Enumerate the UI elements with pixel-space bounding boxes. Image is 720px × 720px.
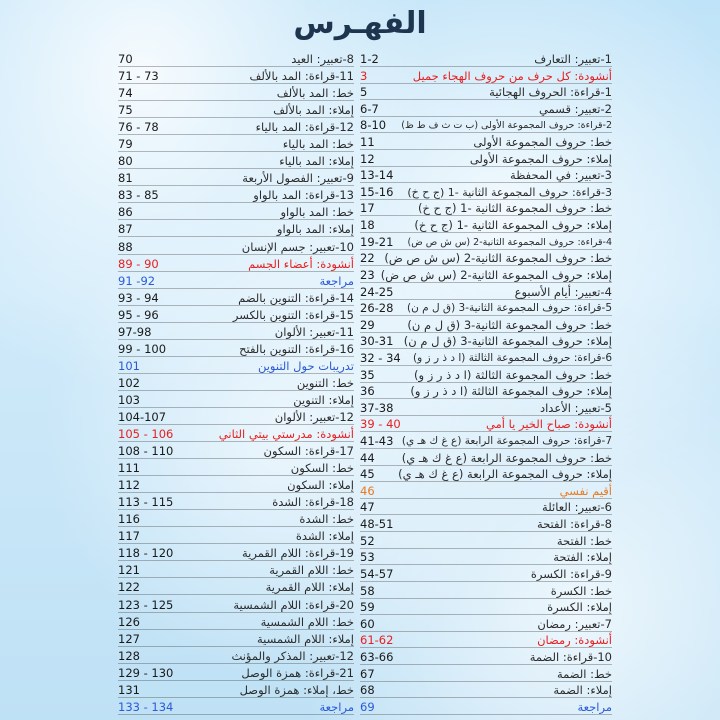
- toc-entry-pages: 23: [360, 267, 375, 282]
- toc-entry-pages: 88: [118, 239, 133, 254]
- toc-entry-pages: 129 - 130: [118, 665, 174, 680]
- toc-entry: [360, 535, 612, 549]
- toc-entry-title: إملاء: حروف المجموعة الرابعة (ع غ ك هـ ي): [398, 467, 612, 482]
- toc-entry-title: 6-تعبير: العائلة: [542, 500, 612, 515]
- toc-entry: [360, 335, 612, 349]
- toc-entry-title: خط: الشدة: [299, 512, 354, 527]
- toc-entry: [118, 172, 354, 186]
- toc-entry-pages: 103: [118, 392, 140, 407]
- toc-entry-pages: 26-28: [360, 301, 394, 316]
- toc-entry-pages: 89 - 90: [118, 256, 159, 271]
- toc-entry-title: خط: التنوين: [296, 375, 354, 390]
- toc-entry: [118, 360, 354, 374]
- toc-entry: [360, 236, 612, 250]
- toc-entry-pages: 47: [360, 500, 375, 515]
- toc-entry: [118, 701, 354, 715]
- toc-entry: [360, 585, 612, 599]
- toc-entry-title: 1-قراءة: الحروف الهجائية: [489, 85, 612, 100]
- toc-entry: [118, 223, 354, 237]
- toc-entry-title: خط: المد بالواو: [280, 205, 354, 220]
- toc-entry-title: 8-تعبير: العيد: [291, 52, 354, 66]
- toc-entry: [118, 206, 354, 220]
- toc-entry: [360, 684, 612, 698]
- toc-column-right: [360, 53, 612, 715]
- toc-entry-pages: 48-51: [360, 517, 394, 532]
- toc-entry-title: أنشودة: رمضان: [537, 633, 612, 648]
- toc-entry: [360, 252, 612, 266]
- toc-entry-title: 6-قراءة: حروف المجموعة الثالثة (ا د ذ ر ز و): [413, 351, 612, 364]
- toc-entry-title: 19-قراءة: اللام القمرية: [241, 546, 354, 561]
- toc-entry-title: 17-قراءة: السكون: [263, 444, 354, 459]
- toc-entry-title: 5-قراءة: حروف المجموعة الثانية-3 (ق ل م ن): [406, 302, 612, 315]
- toc-entry-pages: 80: [118, 154, 133, 169]
- toc-entry-title: خط: المد بالياء: [282, 137, 354, 152]
- toc-entry-title: 11-تعبير: الألوان: [274, 324, 354, 339]
- toc-entry-title: إملاء: حروف المجموعة الثانية-2 (س ش ص ض): [380, 267, 612, 282]
- toc-entry: [118, 616, 354, 630]
- toc-entry: [118, 155, 354, 169]
- toc-entry-title: إملاء: اللام الشمسية: [257, 631, 354, 646]
- toc-entry-title: 21-قراءة: همزة الوصل: [241, 665, 354, 680]
- toc-entry-pages: 105 - 106: [118, 427, 174, 442]
- toc-entry-pages: 59: [360, 600, 375, 615]
- toc-entry-pages: 58: [360, 583, 375, 598]
- toc-entry: [360, 568, 612, 582]
- toc-entry-pages: 37-38: [360, 400, 394, 415]
- toc-entry: [360, 269, 612, 283]
- toc-entry-pages: 86: [118, 205, 133, 220]
- toc-entry: [360, 518, 612, 532]
- toc-entry: [360, 286, 612, 300]
- toc-entry: [118, 70, 354, 84]
- toc-entry: [360, 435, 612, 449]
- toc-entry-title: أقيم نفسي: [559, 483, 612, 498]
- toc-entry: [360, 352, 612, 366]
- toc-entry-title: إملاء: الفتحة: [553, 550, 612, 565]
- toc-entry-title: خط: حروف المجموعة الثالثة (ا د ذ ر ز و): [414, 367, 612, 382]
- toc-entry-pages: 45: [360, 467, 375, 482]
- toc-entry: [118, 292, 354, 306]
- toc-entry-pages: 118 - 120: [118, 546, 174, 561]
- toc-entry: [360, 136, 612, 150]
- toc-entry-title: خط: حروف المجموعة الرابعة (ع غ ك هـ ي): [401, 450, 612, 465]
- toc-entry: [360, 468, 612, 482]
- toc-entry-pages: 13-14: [360, 168, 394, 183]
- toc-entry-title: 12-تعبير: الألوان: [274, 409, 354, 424]
- toc-entry-title: إملاء: الضمة: [553, 683, 612, 698]
- toc-entry-title: إملاء: المد بالواو: [276, 222, 354, 237]
- toc-entry-pages: 44: [360, 450, 375, 465]
- toc-entry-pages: 32 - 34: [360, 350, 401, 365]
- toc-entry-title: خط: الفتحة: [556, 533, 612, 548]
- toc-entry-pages: 11: [360, 135, 375, 150]
- toc-entry-title: 4-تعبير: أيام الأسبوع: [514, 284, 612, 299]
- toc-entry-title: أنشودة: مدرستي بيتي الثاني: [218, 427, 354, 442]
- toc-entry-title: تدريبات حول التنوين: [257, 358, 354, 373]
- toc-entry: [118, 138, 354, 152]
- toc-entry: [360, 302, 612, 316]
- toc-entry-pages: 121: [118, 563, 140, 578]
- toc-entry-pages: 91 -92: [118, 273, 156, 288]
- toc-entry-pages: 15-16: [360, 184, 394, 199]
- toc-entry: [118, 121, 354, 135]
- toc-entry-title: إملاء: التنوين: [293, 392, 354, 407]
- toc-entry-pages: 41-43: [360, 434, 394, 449]
- toc-entry: [118, 53, 354, 67]
- toc-entry: [360, 668, 612, 682]
- toc-entry-title: 7-قراءة: حروف المجموعة الرابعة (ع غ ك هـ ي): [401, 435, 612, 448]
- toc-entry-pages: 53: [360, 550, 375, 565]
- toc-entry: [118, 667, 354, 681]
- toc-entry-pages: 39 - 40: [360, 417, 401, 432]
- toc-entry-title: خط: حروف المجموعة الثانية -1 (ج ح خ): [417, 201, 612, 216]
- toc-entry: [118, 650, 354, 664]
- toc-entry-pages: 8-10: [360, 118, 387, 133]
- toc-entry: [360, 651, 612, 665]
- toc-entry-title: 2-قراءة: حروف المجموعة الأولى (ب ت ث ف ط ظ): [401, 120, 612, 132]
- toc-entry-title: 13-قراءة: المد بالواو: [253, 188, 354, 203]
- toc-entry-pages: 133 - 134: [118, 699, 174, 714]
- toc-entry-pages: 102: [118, 375, 140, 390]
- toc-entry-title: خط: الضمة: [556, 666, 612, 681]
- toc-entry-pages: 111: [118, 461, 140, 476]
- toc-entry: [118, 547, 354, 561]
- toc-entry: [118, 189, 354, 203]
- toc-entry-title: 12-قراءة: المد بالياء: [255, 120, 354, 135]
- toc-entry: [360, 485, 612, 499]
- toc-entry-title: خط: حروف المجموعة الثانية-2 (س ش ص ض): [384, 251, 612, 266]
- toc-entry: [118, 513, 354, 527]
- toc-entry-title: خط: حروف المجموعة الأولى: [473, 135, 612, 150]
- toc-entry: [360, 53, 612, 67]
- toc-entry: [118, 428, 354, 442]
- toc-entry: [360, 701, 612, 715]
- toc-entry-pages: 5: [360, 85, 368, 100]
- toc-entry-pages: 63-66: [360, 649, 394, 664]
- toc-entry: [360, 319, 612, 333]
- toc-entry-title: إملاء: المد بالياء: [279, 154, 354, 169]
- toc-entry-title: إملاء: المد بالألف: [273, 103, 354, 118]
- toc-entry-title: 7-تعبير: رمضان: [537, 616, 612, 631]
- toc-entry-pages: 93 - 94: [118, 290, 159, 305]
- toc-entry-title: 9-قراءة: الكسرة: [530, 566, 612, 581]
- toc-entry-pages: 19-21: [360, 234, 394, 249]
- toc-entry: [118, 445, 354, 459]
- toc-entry-title: 1-تعبير: التعارف: [534, 52, 612, 66]
- toc-entry-title: خط: الكسرة: [550, 583, 612, 598]
- toc-entry: [360, 418, 612, 432]
- toc-entry: [118, 496, 354, 510]
- toc-entry-pages: 70: [118, 52, 133, 66]
- toc-entry-title: إملاء: حروف المجموعة الثانية-3 (ق ل م ن): [403, 334, 612, 349]
- toc-entry: [118, 377, 354, 391]
- toc-entry-pages: 81: [118, 171, 133, 186]
- toc-entry-title: 10-تعبير: جسم الإنسان: [241, 239, 354, 254]
- toc-entry: [360, 601, 612, 615]
- toc-entry-pages: 3: [360, 68, 368, 83]
- toc-entry-title: إملاء: حروف المجموعة الثالثة (ا د ذ ر ز و): [410, 384, 612, 399]
- toc-entry: [118, 633, 354, 647]
- toc-entry: [360, 219, 612, 233]
- toc-entry-pages: 108 - 110: [118, 444, 174, 459]
- toc-entry-pages: 87: [118, 222, 133, 237]
- toc-entry-pages: 1-2: [360, 52, 379, 66]
- toc-entry: [360, 169, 612, 183]
- toc-entry-title: أنشودة: أعضاء الجسم: [248, 256, 354, 271]
- toc-entry: [360, 369, 612, 383]
- toc-entry-pages: 74: [118, 86, 133, 101]
- toc-entry: [118, 581, 354, 595]
- toc-entry-title: مراجعة: [577, 699, 612, 714]
- toc-entry-title: 10-قراءة: الضمة: [529, 649, 612, 664]
- toc-entry: [118, 326, 354, 340]
- toc-entry-pages: 6-7: [360, 101, 379, 116]
- toc-entry-pages: 17: [360, 201, 375, 216]
- toc-entry: [118, 462, 354, 476]
- toc-entry: [360, 385, 612, 399]
- toc-entry-pages: 127: [118, 631, 140, 646]
- toc-column-left: [118, 53, 354, 715]
- toc-entry-pages: 36: [360, 384, 375, 399]
- toc-entry-title: 5-تعبير: الأعداد: [539, 400, 612, 415]
- toc-entry: [360, 634, 612, 648]
- toc-entry-pages: 35: [360, 367, 375, 382]
- toc-entry-pages: 30-31: [360, 334, 394, 349]
- toc-entry-pages: 29: [360, 317, 375, 332]
- toc-entry: [118, 411, 354, 425]
- toc-entry-title: 16-قراءة: التنوين بالفتح: [239, 341, 354, 356]
- toc-entry-pages: 22: [360, 251, 375, 266]
- toc-entry-title: خط: اللام القمرية: [269, 563, 354, 578]
- toc-entry-pages: 131: [118, 682, 140, 697]
- toc-entry: [118, 104, 354, 118]
- toc-entry-title: خط: السكون: [290, 461, 354, 476]
- toc-entry-title: خط، إملاء: همزة الوصل: [239, 682, 354, 697]
- toc-entry-title: أنشودة: صباح الخير يا أمي: [486, 417, 612, 432]
- toc-entry-pages: 67: [360, 666, 375, 681]
- toc-entry: [360, 103, 612, 117]
- toc-entry: [360, 186, 612, 200]
- toc-entry-pages: 24-25: [360, 284, 394, 299]
- toc-entry-pages: 126: [118, 614, 140, 629]
- toc-entry: [360, 551, 612, 565]
- toc-entry: [118, 87, 354, 101]
- toc-entry: [118, 241, 354, 255]
- toc-entry-pages: 97-98: [118, 324, 152, 339]
- toc-entry-title: إملاء: السكون: [287, 478, 354, 493]
- toc-entry-title: 2-تعبير: قسمي: [538, 101, 612, 116]
- toc-entry-pages: 99 - 100: [118, 341, 167, 356]
- toc-entry: [360, 119, 612, 133]
- toc-entry-title: خط: المد بالألف: [276, 86, 354, 101]
- toc-entry: [118, 530, 354, 544]
- toc-entry: [360, 402, 612, 416]
- toc-entry-title: 14-قراءة: التنوين بالضم: [238, 290, 354, 305]
- toc-entry-title: إملاء: حروف المجموعة الثانية -1 (ج ح خ): [414, 218, 612, 233]
- toc-entry: [360, 86, 612, 100]
- toc-entry: [360, 153, 612, 167]
- toc-entry-pages: 113 - 115: [118, 495, 174, 510]
- toc-entry: [360, 501, 612, 515]
- toc-entry-pages: 60: [360, 616, 375, 631]
- toc-entry-pages: 122: [118, 580, 140, 595]
- toc-entry: [118, 684, 354, 698]
- toc-entry-title: 11-قراءة: المد بالألف: [249, 69, 354, 84]
- toc-entry-title: 18-قراءة: الشدة: [272, 495, 354, 510]
- toc-entry-pages: 46: [360, 483, 375, 498]
- toc-entry: [118, 564, 354, 578]
- toc-entry-pages: 128: [118, 648, 140, 663]
- toc-entry: [360, 70, 612, 84]
- toc-entry: [118, 599, 354, 613]
- toc-entry-title: خط: اللام الشمسية: [260, 614, 354, 629]
- toc-entry-pages: 112: [118, 478, 140, 493]
- toc-entry: [118, 394, 354, 408]
- toc-entry-title: إملاء: الكسرة: [547, 600, 612, 615]
- toc-entry: [118, 258, 354, 272]
- toc-entry-pages: 104-107: [118, 409, 167, 424]
- toc-entry-pages: 101: [118, 358, 140, 373]
- toc-entry-title: 20-قراءة: اللام الشمسية: [233, 597, 354, 612]
- page-title: الفهـرس: [293, 6, 427, 41]
- toc-entry: [118, 275, 354, 289]
- toc-entry-pages: 71 - 73: [118, 69, 159, 84]
- toc-entry-pages: 52: [360, 533, 375, 548]
- toc-entry-pages: 12: [360, 151, 375, 166]
- toc-entry-title: مراجعة: [319, 699, 354, 714]
- toc-entry-pages: 116: [118, 512, 140, 527]
- toc-entry-title: 9-تعبير: الفصول الأربعة: [242, 171, 354, 186]
- toc-entry-pages: 54-57: [360, 566, 394, 581]
- toc-entry: [360, 452, 612, 466]
- toc-entry: [118, 479, 354, 493]
- toc-entry: [360, 202, 612, 216]
- toc-entry-title: أنشودة: كل حرف من حروف الهجاء جميل: [412, 68, 612, 83]
- toc-entry: [118, 309, 354, 323]
- toc-entry-title: خط: حروف المجموعة الثانية-3 (ق ل م ن): [407, 317, 612, 332]
- toc-entry-title: إملاء: الشدة: [295, 529, 354, 544]
- toc-entry-pages: 69: [360, 699, 375, 714]
- toc-entry-pages: 75: [118, 103, 133, 118]
- toc-entry-title: 3-تعبير: في المحفظة: [510, 168, 612, 183]
- toc-entry-title: 15-قراءة: التنوين بالكسر: [232, 307, 354, 322]
- toc-entry-pages: 83 - 85: [118, 188, 159, 203]
- toc-entry: [360, 618, 612, 632]
- toc-entry-title: 4-قراءة: حروف المجموعة الثانية-2 (س ش ص ض): [407, 236, 612, 248]
- toc-entry-pages: 117: [118, 529, 140, 544]
- toc-entry-pages: 76 - 78: [118, 120, 159, 135]
- toc-entry-title: إملاء: اللام القمرية: [265, 580, 354, 595]
- toc-entry-title: مراجعة: [319, 273, 354, 288]
- toc-entry-title: 12-تعبير: المذكر والمؤنث: [231, 648, 354, 663]
- toc-entry-title: إملاء: حروف المجموعة الأولى: [469, 151, 612, 166]
- toc-entry-pages: 123 - 125: [118, 597, 174, 612]
- toc-entry-pages: 18: [360, 218, 375, 233]
- toc-entry-title: 3-قراءة: حروف المجموعة الثانية -1 (ج ح خ): [407, 185, 612, 199]
- toc-entry-title: 8-قراءة: الفتحة: [536, 517, 612, 532]
- toc-entry-pages: 68: [360, 683, 375, 698]
- toc-entry-pages: 79: [118, 137, 133, 152]
- toc-entry-pages: 95 - 96: [118, 307, 159, 322]
- toc-entry-pages: 61-62: [360, 633, 394, 648]
- toc-entry: [118, 343, 354, 357]
